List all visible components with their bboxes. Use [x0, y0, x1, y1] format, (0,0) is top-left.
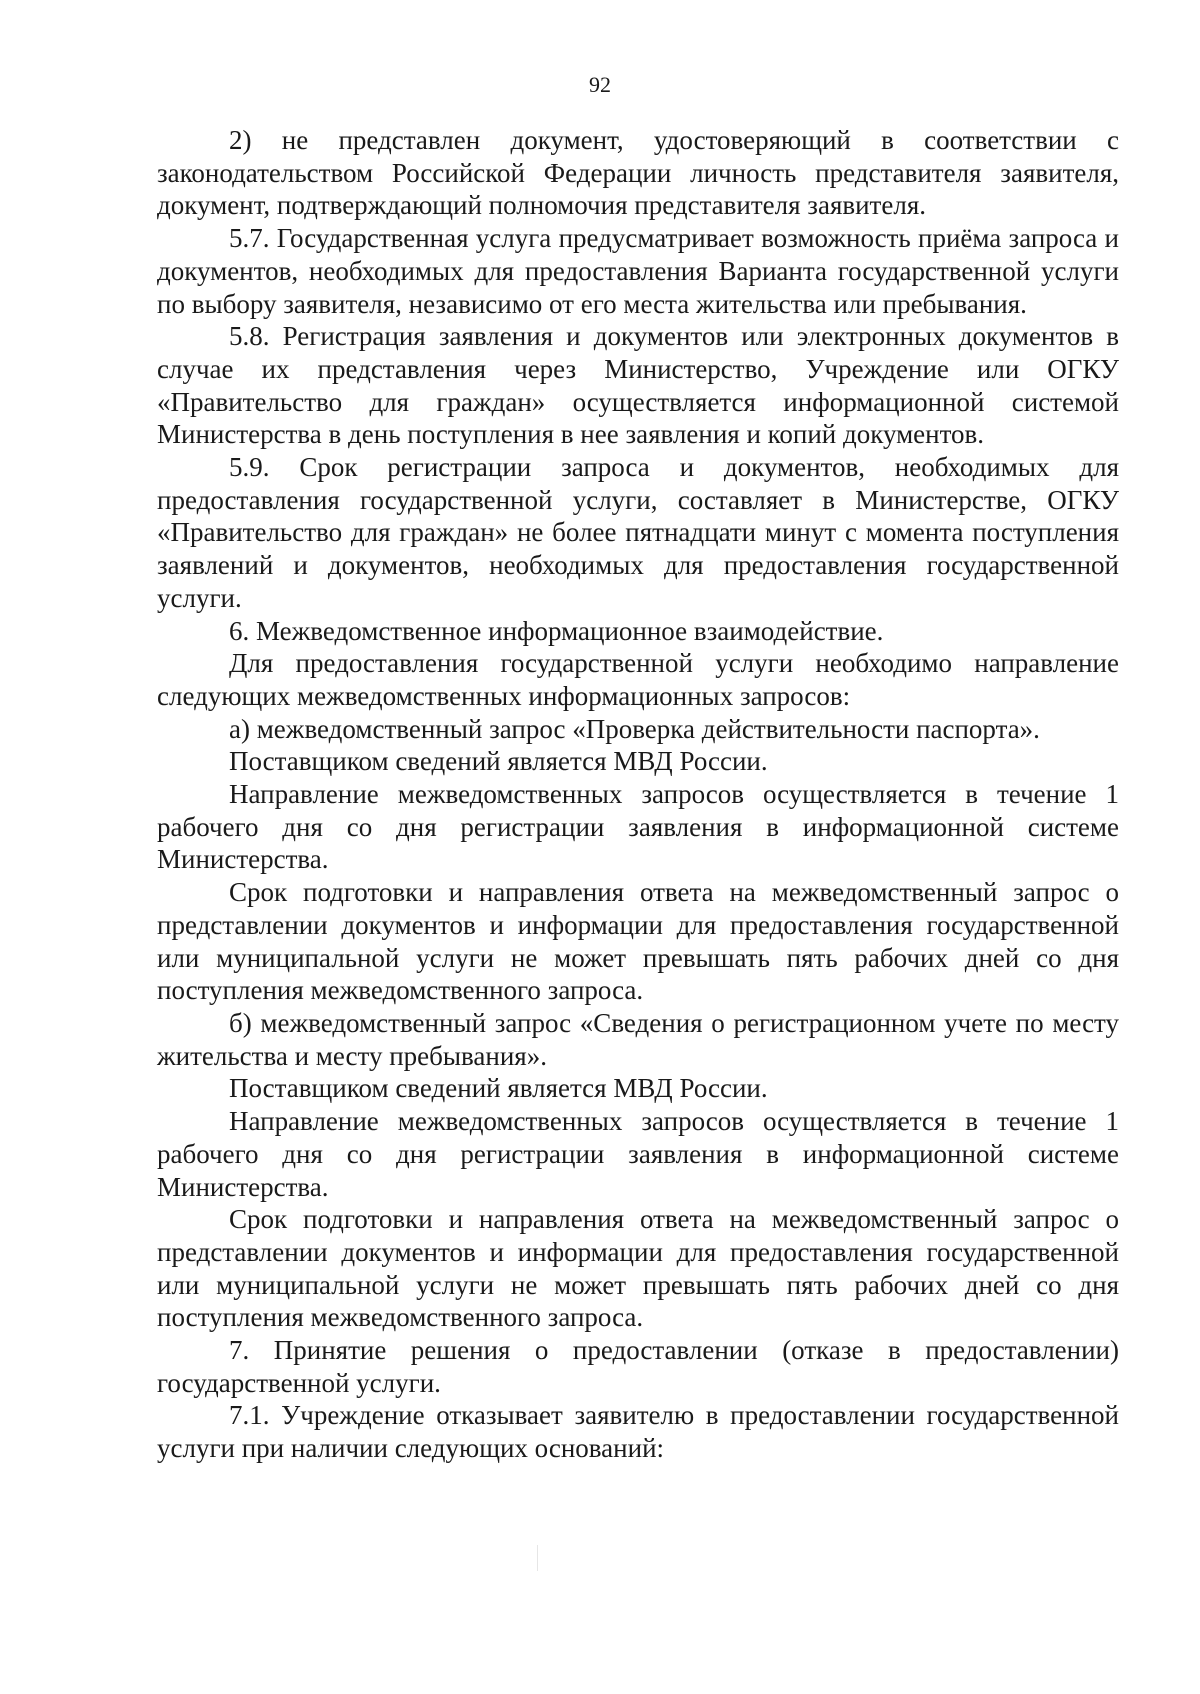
paragraph-response-term-a: Срок подготовки и направления ответа на межведомственный запрос о представлении документов и информации для предоставления государственной или муниципальной услуги не может превышать пять рабочих дней со дня поступления межведомственного запроса. — [157, 877, 1119, 1006]
paragraph-representative-docs: 2) не представлен документ, удостоверяющий в соответствии с законодательством Российской Федерации личность представителя заявителя, документ, подтверждающий полномочия представителя заявителя. — [157, 125, 1119, 221]
paragraph-interagency-requests: Для предоставления государственной услуги необходимо направление следующих межведомственных информационных запросов: — [157, 648, 1119, 711]
paragraph-request-a: а) межведомственный запрос «Проверка действительности паспорта». — [229, 713, 1040, 744]
paragraph-5-7: 5.7. Государственная услуга предусматривает возможность приёма запроса и документов, необходимых для предоставления Варианта государственной услуги по выбору заявителя, независимо от его места жительства или пребывания. — [157, 223, 1119, 319]
paragraph-5-8: 5.8. Регистрация заявления и документов или электронных документов в случае их представления через Министерство, Учреждение или ОГКУ «Правительство для граждан» осуществляется информационной системой Министерства в день поступления в нее заявления и копий документов. — [157, 321, 1119, 450]
paragraph-response-term-b: Срок подготовки и направления ответа на межведомственный запрос о представлении документов и информации для предоставления государственной или муниципальной услуги не может превышать пять рабочих дней со дня поступления межведомственного запроса. — [157, 1204, 1119, 1333]
paragraph-supplier-a: Поставщиком сведений является МВД России. — [229, 746, 768, 777]
paragraph-supplier-b: Поставщиком сведений является МВД России. — [229, 1073, 768, 1104]
page-number: 92 — [589, 72, 611, 97]
paragraph-direction-b: Направление межведомственных запросов осуществляется в течение 1 рабочего дня со дня регистрации заявления в информационной системе Министерства. — [157, 1106, 1119, 1202]
paragraph-6-heading: 6. Межведомственное информационное взаимодействие. — [229, 615, 884, 646]
paragraph-direction-a: Направление межведомственных запросов осуществляется в течение 1 рабочего дня со дня регистрации заявления в информационной системе Министерства. — [157, 779, 1119, 875]
paragraph-7-heading: 7. Принятие решения о предоставлении (отказе в предоставлении) государственной услуги. — [157, 1335, 1119, 1398]
paragraph-request-b: б) межведомственный запрос «Сведения о регистрационном учете по месту жительства и месту пребывания». — [157, 1007, 1119, 1071]
paragraph-7-1: 7.1. Учреждение отказывает заявителю в предоставлении государственной услуги при наличии следующих оснований: — [157, 1400, 1119, 1464]
document-body — [157, 124, 1119, 1465]
paragraph-5-9: 5.9. Срок регистрации запроса и документов, необходимых для предоставления государственной услуги, составляет в Министерстве, ОГКУ «Правительство для граждан» не более пятнадцати минут с момента поступления заявлений и документов, необходимых для предоставления государственной услуги. — [157, 452, 1119, 613]
scan-artifact-line — [537, 1545, 538, 1571]
